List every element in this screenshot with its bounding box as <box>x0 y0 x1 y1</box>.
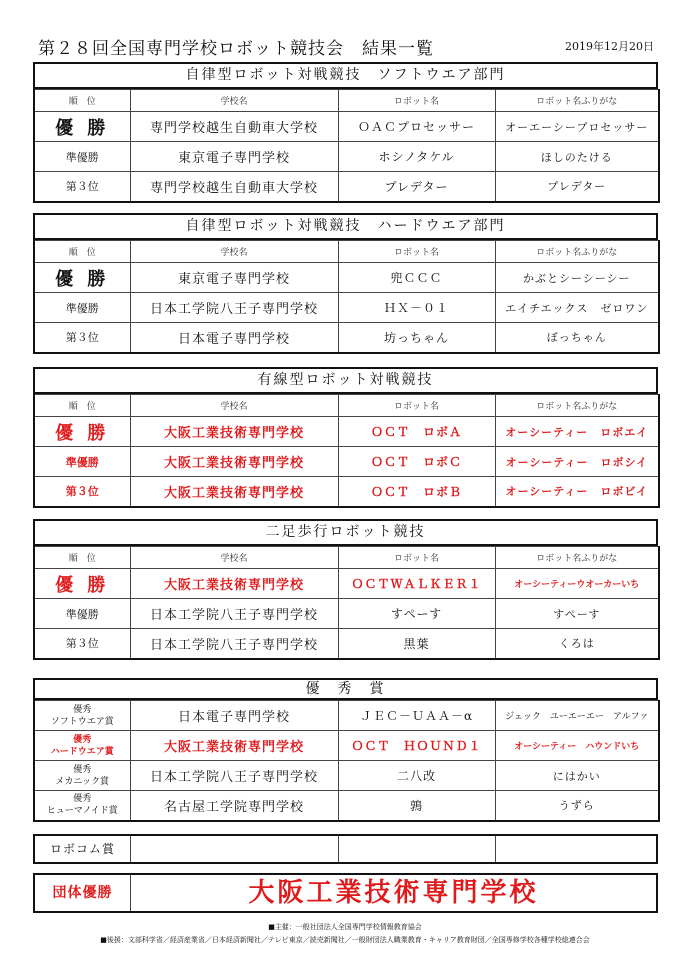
rank-cell: 準優勝 <box>34 293 130 323</box>
school-cell: 大阪工業技術専門学校 <box>130 417 338 447</box>
section-wired <box>33 367 658 508</box>
school-cell: 専門学校越生自動車大学校 <box>130 112 338 142</box>
section-software <box>33 62 658 203</box>
col-rank: 順 位 <box>34 547 130 569</box>
rank-cell: 第３位 <box>34 323 130 353</box>
section-biped <box>33 519 658 660</box>
col-kana: ロボット名ふりがな <box>495 241 659 263</box>
kana-cell: オーシーティー ハウンドいち <box>495 731 659 761</box>
school-cell: 大阪工業技術専門学校 <box>130 447 338 477</box>
team-winner: 大阪工業技術専門学校 <box>248 878 539 908</box>
award-line2: ハードウエア賞 <box>50 746 114 757</box>
rank-cell: 第３位 <box>34 477 130 507</box>
section-title: 自律型ロボット対戦競技 ソフトウエア部門 <box>33 62 658 89</box>
school-cell: 日本工学院八王子専門学校 <box>130 599 338 629</box>
col-school: 学校名 <box>130 241 338 263</box>
award-line1: 優秀 <box>73 734 92 745</box>
page-title: 第２８回全国専門学校ロボット競技会 結果一覧 <box>38 39 434 59</box>
col-rank: 順 位 <box>34 395 130 417</box>
rank-cell: 優 勝 <box>34 569 130 599</box>
robocom-empty-cell <box>339 836 496 862</box>
kana-cell: かぶとシーシーシー <box>495 263 659 293</box>
school-cell: 日本電子専門学校 <box>130 701 338 731</box>
school-cell: 大阪工業技術専門学校 <box>130 477 338 507</box>
table-header <box>34 90 659 112</box>
team-championship-row <box>33 873 658 913</box>
page-date: 2019年12月20日 <box>565 40 654 53</box>
table-row <box>34 263 659 293</box>
table-row <box>34 599 659 629</box>
section-hardware <box>33 213 658 354</box>
table-row <box>34 761 659 791</box>
table-row <box>34 791 659 821</box>
robot-cell: ＨＸ－０１ <box>338 293 495 323</box>
robot-cell: ＯＣＴ ロボＣ <box>338 447 495 477</box>
rank-cell: 第３位 <box>34 629 130 659</box>
col-school: 学校名 <box>130 395 338 417</box>
col-robot: ロボット名 <box>338 90 495 112</box>
kana-cell: ほしのたける <box>495 142 659 172</box>
table-row <box>34 172 659 202</box>
school-cell: 名古屋工学院専門学校 <box>130 791 338 821</box>
robot-cell: すぺーす <box>338 599 495 629</box>
results-table <box>33 89 660 203</box>
results-table <box>33 546 660 660</box>
robocom-label: ロボコム賞 <box>35 836 131 862</box>
award-name-cell <box>34 731 130 761</box>
table-row <box>34 701 659 731</box>
award-line1: 優秀 <box>73 794 92 805</box>
kana-cell: オーシーティー ロボエイ <box>495 417 659 447</box>
robot-cell: ＯＣＴ ロボＢ <box>338 477 495 507</box>
awards-table <box>33 700 660 822</box>
rank-cell: 準優勝 <box>34 599 130 629</box>
robocom-award-row <box>33 834 658 864</box>
robot-cell: 黒葉 <box>338 629 495 659</box>
col-robot: ロボット名 <box>338 241 495 263</box>
school-cell: 東京電子専門学校 <box>130 142 338 172</box>
robot-cell: ホシノタケル <box>338 142 495 172</box>
col-school: 学校名 <box>130 547 338 569</box>
col-rank: 順 位 <box>34 241 130 263</box>
school-cell: 日本工学院八王子専門学校 <box>130 293 338 323</box>
award-name-cell <box>34 761 130 791</box>
school-cell: 専門学校越生自動車大学校 <box>130 172 338 202</box>
col-kana: ロボット名ふりがな <box>495 395 659 417</box>
award-line2: ヒューマノイド賞 <box>46 806 118 817</box>
school-cell: 日本電子専門学校 <box>130 323 338 353</box>
col-robot: ロボット名 <box>338 547 495 569</box>
kana-cell: にはかい <box>495 761 659 791</box>
rank-cell: 優 勝 <box>34 263 130 293</box>
table-row <box>34 293 659 323</box>
rank-cell: 第３位 <box>34 172 130 202</box>
school-cell: 日本工学院八王子専門学校 <box>130 629 338 659</box>
table-row <box>34 323 659 353</box>
sponsor-note: ■後援：文部科学省／経済産業省／日本経済新聞社／テレビ東京／読売新聞社／一般財団法人職業教育・キャリア教育財団／全国専修学校各種学校総連合会 <box>100 936 590 944</box>
rank-cell: 準優勝 <box>34 447 130 477</box>
rank-cell: 優 勝 <box>34 112 130 142</box>
school-cell: 大阪工業技術専門学校 <box>130 569 338 599</box>
section-awards <box>33 678 658 822</box>
award-line1: 優秀 <box>73 704 92 715</box>
table-row <box>34 569 659 599</box>
table-row <box>34 142 659 172</box>
col-robot: ロボット名 <box>338 395 495 417</box>
col-school: 学校名 <box>130 90 338 112</box>
award-line1: 優秀 <box>73 764 92 775</box>
table-row <box>34 731 659 761</box>
kana-cell: ジェック ユーエーエー アルファ <box>495 701 659 731</box>
rank-cell: 優 勝 <box>34 417 130 447</box>
results-table <box>33 394 660 508</box>
team-label: 団体優勝 <box>35 875 131 911</box>
school-cell: 東京電子専門学校 <box>130 263 338 293</box>
robocom-empty-cell <box>131 836 339 862</box>
rank-cell: 準優勝 <box>34 142 130 172</box>
section-title: 優 秀 賞 <box>33 678 658 700</box>
robot-cell: 鶉 <box>338 791 495 821</box>
robot-cell: 兜ＣＣＣ <box>338 263 495 293</box>
school-cell: 大阪工業技術専門学校 <box>130 731 338 761</box>
robot-cell: ＯＣＴ ＨＯＵＮＤ１ <box>338 731 495 761</box>
table-header <box>34 395 659 417</box>
award-line2: ソフトウエア賞 <box>50 716 114 727</box>
table-row <box>34 417 659 447</box>
kana-cell: プレデター <box>495 172 659 202</box>
col-kana: ロボット名ふりがな <box>495 547 659 569</box>
kana-cell: すぺーす <box>495 599 659 629</box>
award-name-cell <box>34 791 130 821</box>
robot-cell: ＯＣＴＷＡＬＫＥＲ１ <box>338 569 495 599</box>
section-title: 二足歩行ロボット競技 <box>33 519 658 546</box>
kana-cell: エイチエックス ゼロワン <box>495 293 659 323</box>
kana-cell: オーシーティー ロボシイ <box>495 447 659 477</box>
table-header <box>34 547 659 569</box>
table-row <box>34 629 659 659</box>
section-title: 有線型ロボット対戦競技 <box>33 367 658 394</box>
robot-cell: ＯＣＴ ロボＡ <box>338 417 495 447</box>
robocom-empty-cell <box>496 836 656 862</box>
robot-cell: 二八改 <box>338 761 495 791</box>
kana-cell: オーシーティーウオーカーいち <box>495 569 659 599</box>
robot-cell: 坊っちゃん <box>338 323 495 353</box>
kana-cell: オーシーティー ロボビイ <box>495 477 659 507</box>
table-header <box>34 241 659 263</box>
col-kana: ロボット名ふりがな <box>495 90 659 112</box>
results-table <box>33 240 660 354</box>
kana-cell: うずら <box>495 791 659 821</box>
kana-cell: くろは <box>495 629 659 659</box>
col-rank: 順 位 <box>34 90 130 112</box>
award-name-cell <box>34 701 130 731</box>
section-title: 自律型ロボット対戦競技 ハードウエア部門 <box>33 213 658 240</box>
table-row <box>34 447 659 477</box>
kana-cell: ぼっちゃん <box>495 323 659 353</box>
school-cell: 日本工学院八王子専門学校 <box>130 761 338 791</box>
robot-cell: プレデター <box>338 172 495 202</box>
award-line2: メカニック賞 <box>55 776 110 787</box>
table-row <box>34 477 659 507</box>
kana-cell: オーエーシープロセッサー <box>495 112 659 142</box>
organizer-note: ■主催：一般社団法人全国専門学校情報教育協会 <box>268 923 422 931</box>
table-row <box>34 112 659 142</box>
robot-cell: ＯＡＣプロセッサー <box>338 112 495 142</box>
robot-cell: ＪＥＣ－ＵＡＡ－α <box>338 701 495 731</box>
